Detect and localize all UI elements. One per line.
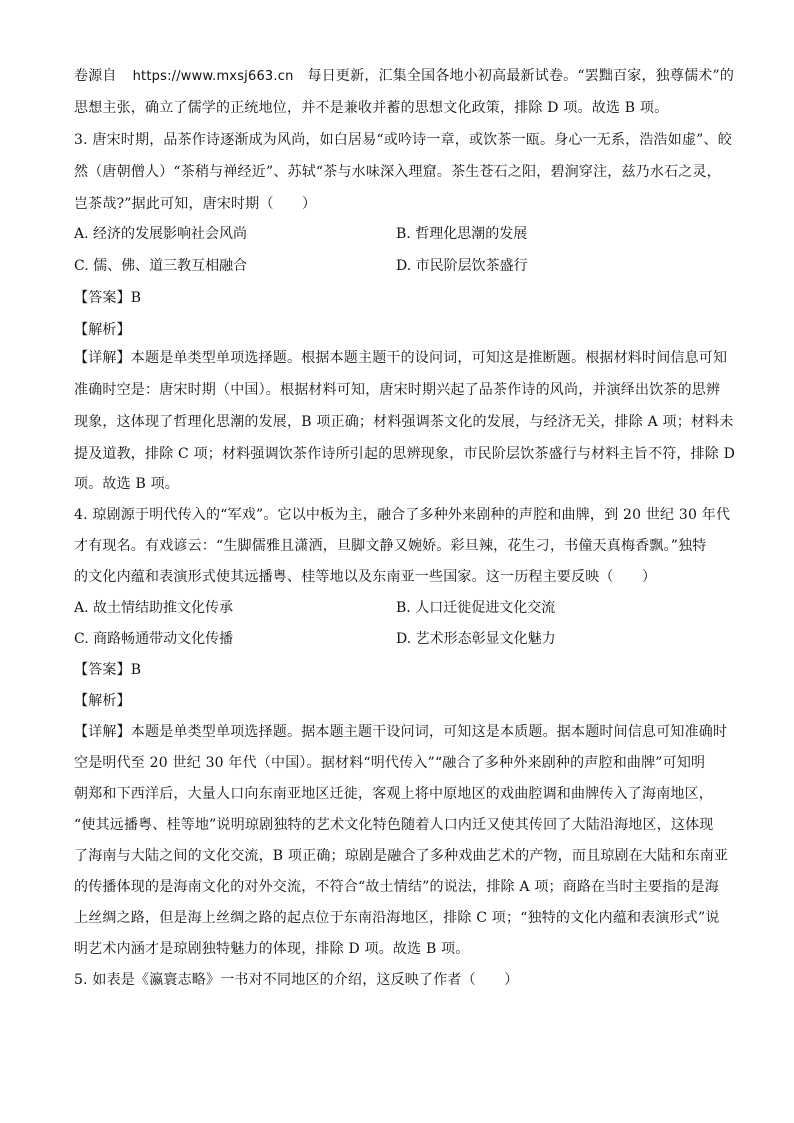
q4-stem-line: 的文化内蕴和表演形式使其远播粤、桂等地以及东南亚一些国家。这一历程主要反映（ ） xyxy=(74,569,657,585)
q4-detail-line: 明艺术内涵才是琼剧独特魅力的体现，排除 D 项。故选 B 项。 xyxy=(74,941,470,957)
q3-option-b: B. 哲理化思潮的发展 xyxy=(396,226,528,242)
q3-detail-line: 现象，这体现了哲理化思潮的发展，B 项正确；材料强调茶文化的发展，与经济无关，排除 A 项；材料未 xyxy=(74,414,734,430)
header-line xyxy=(74,66,734,87)
q3-option-a: A. 经济的发展影响社会风尚 xyxy=(74,226,248,242)
q4-detail-line: 的传播体现的是海南文化的对外交流，不符合“故土情结”的说法，排除 A 项；商路在当时主要指的是海 xyxy=(74,879,719,895)
q4-option-b: B. 人口迁徙促进文化交流 xyxy=(396,600,556,616)
q3-stem-line: 岂茶哉?”据此可知，唐宋时期（ ） xyxy=(74,196,317,212)
q3-answer: 【答案】B xyxy=(74,290,142,306)
q3-detail-line: 项。故选 B 项。 xyxy=(74,476,179,492)
q4-detail-line: 【详解】本题是单类型单项选择题。据本题主题干设问词，可知这是本质题。据本题时间信息可知准确时 xyxy=(74,724,728,740)
q3-option-d: D. 市民阶层饮茶盛行 xyxy=(396,258,528,274)
q4-detail-line: 空是明代至 20 世纪 30 年代（中国）。据材料“明代传入”“融合了多种外来剧种的声腔和曲牌”可知明 xyxy=(74,755,706,771)
q4-stem-line: 4. 琼剧源于明代传入的“军戏”。它以中板为主，融合了多种外来剧种的声腔和曲牌，到 20 世纪 30 年代 xyxy=(74,507,731,523)
source-label: 卷源自 xyxy=(74,68,117,84)
q4-option-d: D. 艺术形态彰显文化魅力 xyxy=(396,631,556,647)
q4-option-c: C. 商路畅通带动文化传播 xyxy=(74,631,234,647)
q5-stem-line: 5. 如表是《瀛寰志略》一书对不同地区的介绍，这反映了作者（ ） xyxy=(74,972,519,988)
q3-analysis-label: 【解析】 xyxy=(74,322,131,338)
q4-option-a: A. 故土情结助推文化传承 xyxy=(74,600,234,616)
q3-detail-line: 【详解】本题是单类型单项选择题。根据本题主题干的设问词，可知这是推断题。根据材料时间信息可知 xyxy=(74,350,728,366)
q3-stem-line: 然（唐朝僧人）“茶稍与禅经近”、苏轼“茶与水味深入理窟。茶生苍石之阳，碧涧穿注，兹乃水石之灵， xyxy=(74,164,721,180)
q3-option-c: C. 儒、佛、道三教互相融合 xyxy=(74,258,248,274)
header-text: 每日更新，汇集全国各地小初高最新试卷。“罢黜百家，独尊儒术”的 xyxy=(307,68,735,84)
q2-analysis-tail: 思想主张，确立了儒学的正统地位，并不是兼收并蓄的思想文化政策，排除 D 项。故选 B 项。 xyxy=(74,100,669,116)
q4-stem-line: 才有现名。有戏谚云：“生脚儒雅且潇洒，旦脚文静又婉娇。彩旦辣，花生刁，书僮天真梅香飘。”独特 xyxy=(74,538,707,554)
q4-analysis-label: 【解析】 xyxy=(74,693,131,709)
q4-answer: 【答案】B xyxy=(74,662,142,678)
q4-detail-line: 朝郑和下西洋后，大量人口向东南亚地区迁徙，客观上将中原地区的戏曲腔调和曲牌传入了海南地区， xyxy=(74,786,713,802)
source-url[interactable]: https://www.mxsj663.cn xyxy=(132,69,294,84)
q3-stem-line: 3. 唐宋时期，品茶作诗逐渐成为风尚，如白居易“或吟诗一章，或饮茶一瓯。身心一无系，浩浩如虚”、皎 xyxy=(74,132,732,148)
q3-detail-line: 提及道教，排除 C 项；材料强调饮茶作诗所引起的思辨现象，市民阶层饮茶盛行与材料主旨不符，排除 D xyxy=(74,446,736,462)
q4-detail-line: “使其远播粤、桂等地”说明琼剧独特的艺术文化特色随着人口内迁又使其传回了大陆沿海地区，这体现 xyxy=(74,817,714,833)
q4-detail-line: 了海南与大陆之间的文化交流，B 项正确；琼剧是融合了多种戏曲艺术的产物，而且琼剧在大陆和东南亚 xyxy=(74,848,729,864)
q4-detail-line: 上丝绸之路，但是海上丝绸之路的起点位于东南沿海地区，排除 C 项；“独特的文化内蕴和表演形式”说 xyxy=(74,910,720,926)
q3-detail-line: 准确时空是：唐宋时期（中国）。根据材料可知，唐宋时期兴起了品茶作诗的风尚，并演绎出饮茶的思辨 xyxy=(74,382,721,398)
